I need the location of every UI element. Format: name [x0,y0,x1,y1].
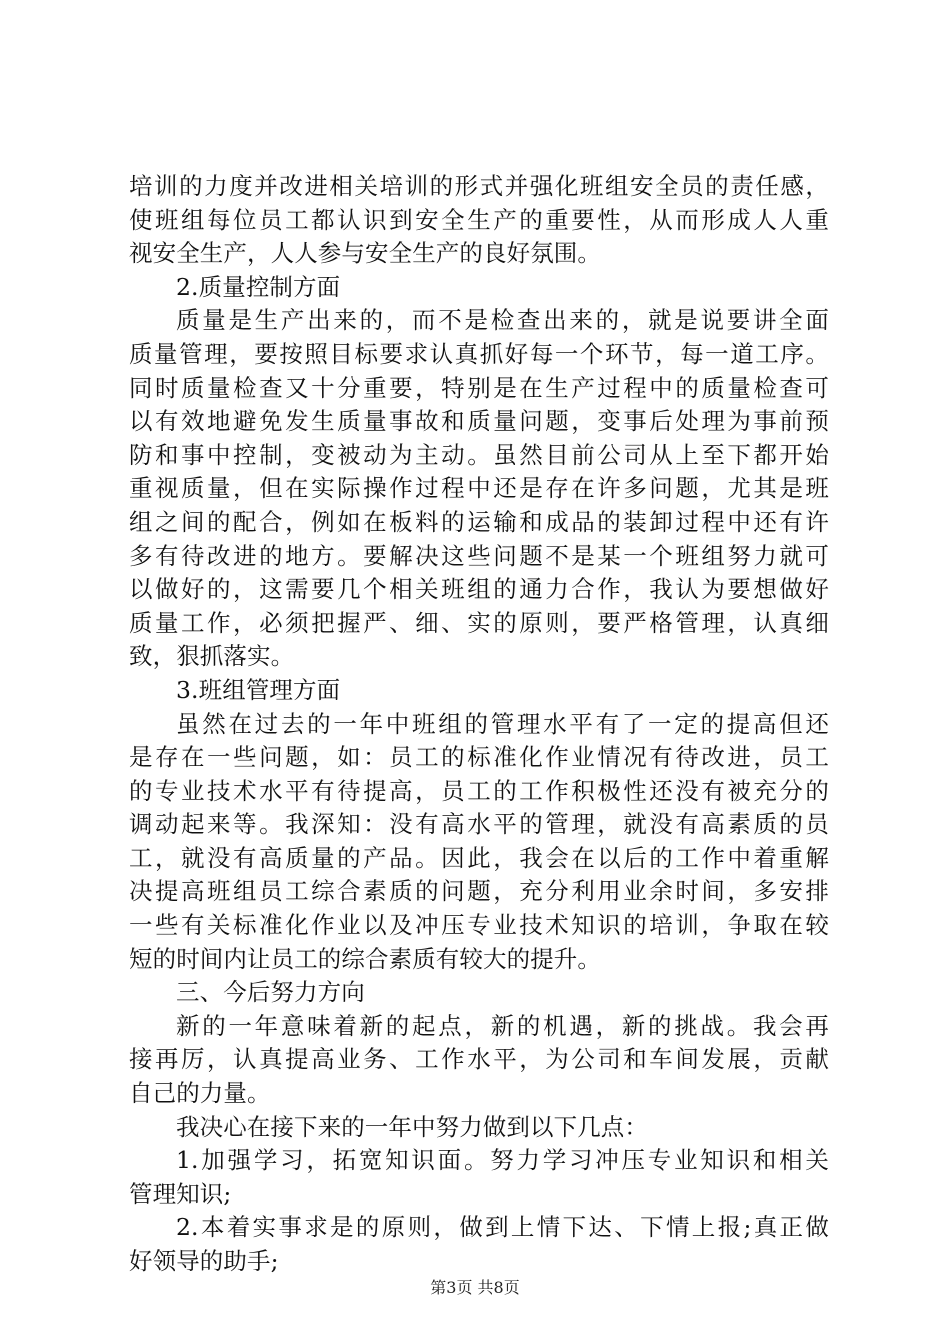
section-heading: 我决心在接下来的一年中努力做到以下几点： [176,1112,648,1141]
document-body [129,170,829,1279]
paragraph-line: 调动起来等。我深知：没有高水平的管理，就没有高素质的员 [129,810,829,839]
page-footer: 第3页 共8页 [430,1278,520,1297]
paragraph-line: 培训的力度并改进相关培训的形式并强化班组安全员的责任感， [129,172,829,200]
paragraph-line: 质量工作，必须把握严、细、实的原则，要严格管理，认真细 [129,608,829,637]
paragraph-line: 虽然在过去的一年中班组的管理水平有了一定的提高但还 [176,709,829,738]
paragraph-line: 视安全生产，人人参与安全生产的良好氛围。 [129,239,601,268]
paragraph-line: 同时质量检查又十分重要，特别是在生产过程中的质量检查可 [129,373,829,402]
paragraph-line: 使班组每位员工都认识到安全生产的重要性，从而形成人人重 [129,205,829,234]
paragraph-line: 自己的力量。 [129,1079,271,1108]
paragraph-line: 新的一年意味着新的起点，新的机遇，新的挑战。我会再 [176,1011,829,1040]
paragraph-line: 是存在一些问题，如：员工的标准化作业情况有待改进，员工 [129,743,829,772]
paragraph-line: 的专业技术水平有待提高，员工的工作积极性还没有被充分的 [129,776,829,805]
paragraph-line: 组之间的配合，例如在板料的运输和成品的装卸过程中还有许 [129,507,829,536]
paragraph-line: 接再厉，认真提高业务、工作水平，为公司和车间发展，贡献 [129,1045,829,1074]
paragraph-line: 致，狠抓落实。 [129,642,295,671]
paragraph-line: 1.加强学习，拓宽知识面。努力学习冲压专业知识和相关 [176,1146,829,1175]
paragraph-line: 好领导的助手; [129,1247,279,1275]
paragraph-line: 以做好的，这需要几个相关班组的通力合作，我认为要想做好 [129,575,829,604]
paragraph-line: 决提高班组员工综合素质的问题，充分利用业余时间，多安排 [129,877,829,906]
paragraph-line: 以有效地避免发生质量事故和质量问题，变事后处理为事前预 [129,407,829,436]
paragraph-line: 短的时间内让员工的综合素质有较大的提升。 [129,944,601,973]
section-heading: 三、今后努力方向 [176,978,365,1007]
section-heading: 2.质量控制方面 [176,272,341,301]
paragraph-line: 质量管理，要按照目标要求认真抓好每一个环节，每一道工序。 [129,339,829,368]
paragraph-line: 管理知识; [129,1179,232,1208]
paragraph-line: 多有待改进的地方。要解决这些问题不是某一个班组努力就可 [129,541,829,570]
paragraph-line: 质量是生产出来的，而不是检查出来的，就是说要讲全面 [176,306,829,335]
paragraph-line: 2.本着实事求是的原则，做到上情下达、下情上报;真正做 [176,1213,829,1242]
paragraph-line: 一些有关标准化作业以及冲压专业技术知识的培训，争取在较 [129,911,829,940]
paragraph-line: 防和事中控制，变被动为主动。虽然目前公司从上至下都开始 [129,440,829,469]
section-heading: 3.班组管理方面 [176,675,341,704]
paragraph-line: 工，就没有高质量的产品。因此，我会在以后的工作中着重解 [129,843,829,872]
paragraph-line: 重视质量，但在实际操作过程中还是存在许多问题，尤其是班 [129,474,829,503]
